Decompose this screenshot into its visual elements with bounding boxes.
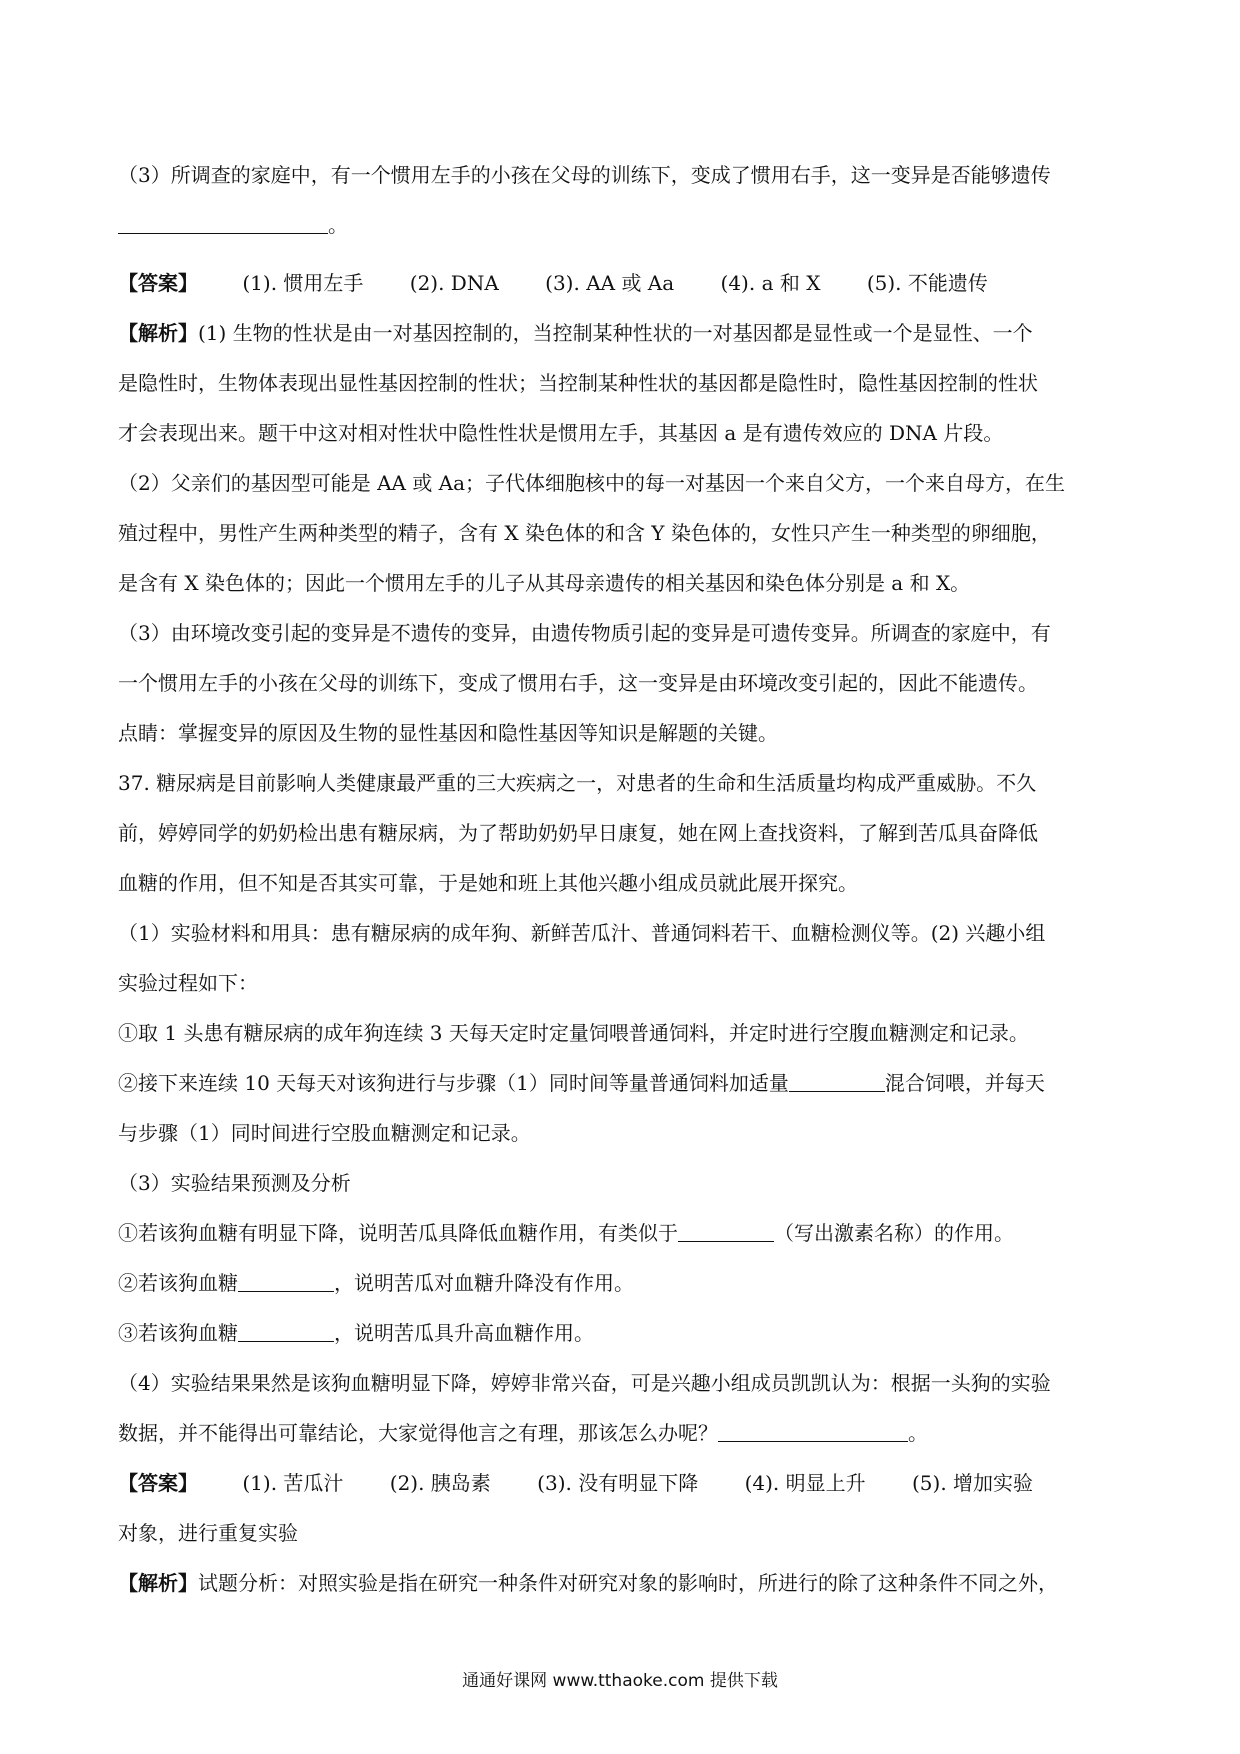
question-line: ③若该狗血糖 ，说明苦瓜具升高血糖作用。 <box>118 1321 594 1345</box>
explanation-line: 【解析】(1) 生物的性状是由一对基因控制的，当控制某种性状的一对基因都是显性或一个是显性、一个 <box>118 321 1033 345</box>
answer-item: (1). 惯用左手 <box>242 271 364 295</box>
question-line: ①取 1 头患有糖尿病的成年狗连续 3 天每天定时定量饲喂普通饲料，并定时进行空腹血糖测定和记录。 <box>118 1021 1029 1045</box>
answer-blank <box>118 213 328 234</box>
explanation-line: 是含有 X 染色体的；因此一个惯用左手的儿子从其母亲遗传的相关基因和染色体分别是 a 和 X。 <box>118 571 971 595</box>
explanation-line: （2）父亲们的基因型可能是 AA 或 Aa；子代体细胞核中的每一对基因一个来自父方，一个来自母方，在生 <box>118 471 1066 495</box>
answer-line: 对象，进行重复实验 <box>118 1521 298 1545</box>
explanation-line: 是隐性时，生物体表现出显性基因控制的性状；当控制某种性状的基因都是隐性时，隐性基因控制的性状 <box>118 371 1038 395</box>
answer-item: (4). a 和 X <box>720 271 821 295</box>
question-line: 实验过程如下： <box>118 971 258 995</box>
answer-blank <box>718 1421 908 1442</box>
page-footer: 通通好课网 www.tthaoke.com 提供下载 <box>462 1671 778 1691</box>
answer-row <box>118 1458 1128 1508</box>
question-line: （1）实验材料和用具：患有糖尿病的成年狗、新鲜苦瓜汁、普通饲料若干、血糖检测仪等。(2) 兴趣小组 <box>118 921 1046 945</box>
explanation-tag: 【解析】 <box>118 321 198 345</box>
answer-row <box>118 258 1128 308</box>
explanation-line: 才会表现出来。题干中这对相对性状中隐性性状是惯用左手，其基因 a 是有遗传效应的 DNA 片段。 <box>118 421 1004 445</box>
question-line: 血糖的作用，但不知是否其实可靠，于是她和班上其他兴趣小组成员就此展开探究。 <box>118 871 858 895</box>
page-body <box>118 150 1128 1608</box>
question-line: （3）实验结果预测及分析 <box>118 1171 351 1195</box>
explanation-line: （3）由环境改变引起的变异是不遗传的变异，由遗传物质引起的变异是可遗传变异。所调查的家庭中，有 <box>118 621 1051 645</box>
answer-blank <box>238 1271 334 1292</box>
question-line: （4）实验结果果然是该狗血糖明显下降，婷婷非常兴奋，可是兴趣小组成员凯凯认为：根据一头狗的实验 <box>118 1371 1051 1395</box>
explanation-line: 一个惯用左手的小孩在父母的训练下，变成了惯用右手，这一变异是由环境改变引起的，因此不能遗传。 <box>118 671 1038 695</box>
answer-tag: 【答案】 <box>118 1471 198 1495</box>
answer-item: (3). 没有明显下降 <box>537 1471 699 1495</box>
question-line: （3）所调查的家庭中，有一个惯用左手的小孩在父母的训练下，变成了惯用右手，这一变异是否能够遗传 <box>118 163 1051 187</box>
note-line: 点睛：掌握变异的原因及生物的显性基因和隐性基因等知识是解题的关键。 <box>118 721 778 745</box>
answer-item: (2). 胰岛素 <box>389 1471 491 1495</box>
question-line: 与步骤（1）同时间进行空股血糖测定和记录。 <box>118 1121 531 1145</box>
question-line: ②接下来连续 10 天每天对该狗进行与步骤（1）同时间等量普通饲料加适量 混合饲喂，并每天 <box>118 1071 1045 1095</box>
question-line: 数据，并不能得出可靠结论，大家觉得他言之有理，那该怎么办呢？ 。 <box>118 1421 928 1445</box>
answer-item: (5). 不能遗传 <box>866 271 988 295</box>
answer-blank <box>238 1321 334 1342</box>
question-line: ①若该狗血糖有明显下降，说明苦瓜具降低血糖作用，有类似于 （写出激素名称）的作用。 <box>118 1221 1014 1245</box>
answer-blank <box>678 1221 774 1242</box>
answer-tag: 【答案】 <box>118 271 198 295</box>
question-line: 37. 糖尿病是目前影响人类健康最严重的三大疾病之一，对患者的生命和生活质量均构成严重威胁。不久 <box>118 771 1037 795</box>
answer-item: (2). DNA <box>409 271 499 295</box>
question-line: 。 <box>118 200 1128 250</box>
answer-item: (3). AA 或 Aa <box>545 271 675 295</box>
question-line: ②若该狗血糖 ，说明苦瓜对血糖升降没有作用。 <box>118 1271 634 1295</box>
question-line: 前，婷婷同学的奶奶检出患有糖尿病，为了帮助奶奶早日康复，她在网上查找资料，了解到苦瓜具奋降低 <box>118 821 1038 845</box>
answer-item: (1). 苦瓜汁 <box>242 1471 344 1495</box>
answer-item: (4). 明显上升 <box>744 1471 866 1495</box>
explanation-tag: 【解析】 <box>118 1571 198 1595</box>
explanation-line: 殖过程中，男性产生两种类型的精子，含有 X 染色体的和含 Y 染色体的，女性只产生一种类型的卵细胞， <box>118 521 1051 545</box>
answer-blank <box>789 1071 885 1092</box>
explanation-line: 【解析】试题分析：对照实验是指在研究一种条件对研究对象的影响时，所进行的除了这种条件不同之外， <box>118 1571 1058 1595</box>
answer-item: (5). 增加实验 <box>911 1471 1034 1495</box>
